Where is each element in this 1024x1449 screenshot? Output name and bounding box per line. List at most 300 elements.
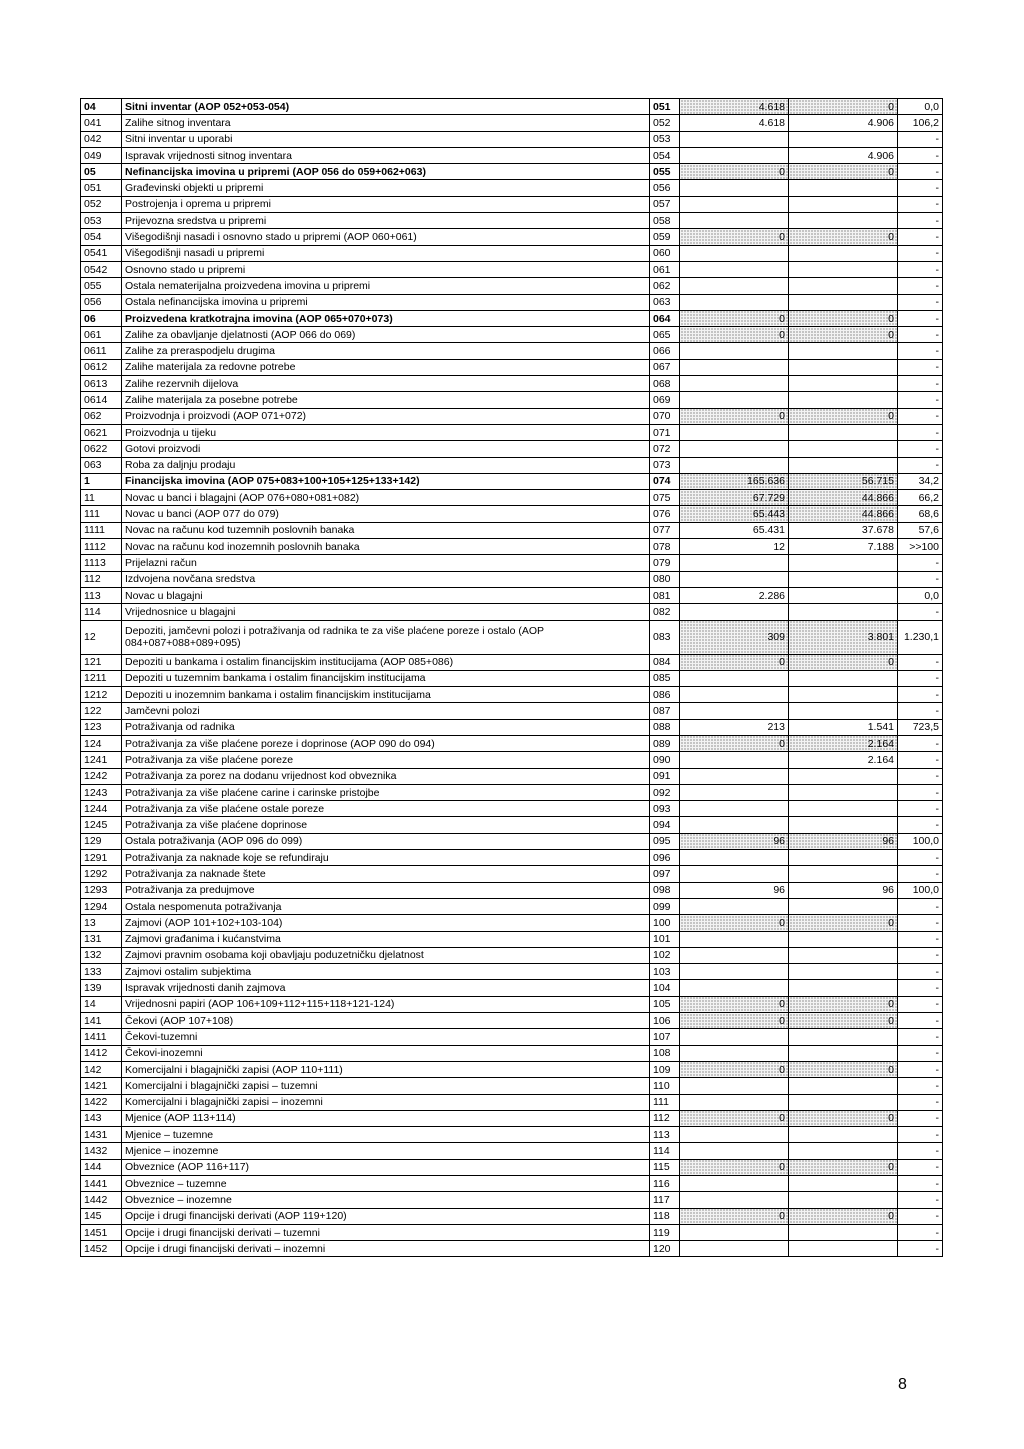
table-row <box>81 539 943 555</box>
table-row <box>81 833 943 849</box>
current-year-value-cell: 0 <box>789 996 898 1012</box>
table-row <box>81 604 943 620</box>
previous-year-value-cell <box>680 670 789 686</box>
table-row <box>81 1061 943 1077</box>
table-row <box>81 99 943 115</box>
account-description-cell: Zajmovi građanima i kućanstvima <box>122 931 650 947</box>
account-code-cell: 1242 <box>81 768 122 784</box>
index-cell: - <box>898 180 943 196</box>
index-cell: - <box>898 1241 943 1257</box>
table-row <box>81 164 943 180</box>
index-cell: - <box>898 392 943 408</box>
account-description-cell: Sitni inventar u uporabi <box>122 131 650 147</box>
previous-year-value-cell <box>680 768 789 784</box>
previous-year-value-cell <box>680 964 789 980</box>
current-year-value-cell: 1.541 <box>789 719 898 735</box>
table-row <box>81 392 943 408</box>
table-row <box>81 408 943 424</box>
account-code-cell: 11 <box>81 490 122 506</box>
table-row <box>81 931 943 947</box>
account-description-cell: Financijska imovina (AOP 075+083+100+105+125+133+142) <box>122 473 650 489</box>
current-year-value-cell <box>789 424 898 440</box>
table-row <box>81 1159 943 1175</box>
current-year-value-cell <box>789 571 898 587</box>
table-row <box>81 555 943 571</box>
account-description-cell: Višegodišnji nasadi i osnovno stado u pripremi (AOP 060+061) <box>122 229 650 245</box>
aop-code-cell: 086 <box>650 687 680 703</box>
aop-code-cell: 067 <box>650 359 680 375</box>
account-code-cell: 0614 <box>81 392 122 408</box>
balance-sheet-body <box>81 99 943 1257</box>
table-row <box>81 898 943 914</box>
aop-code-cell: 069 <box>650 392 680 408</box>
aop-code-cell: 091 <box>650 768 680 784</box>
current-year-value-cell <box>789 180 898 196</box>
index-cell: - <box>898 654 943 670</box>
current-year-value-cell: 4.906 <box>789 147 898 163</box>
account-description-cell: Potraživanja za više plaćene carine i carinske pristojbe <box>122 784 650 800</box>
index-cell: - <box>898 327 943 343</box>
account-description-cell: Zalihe materijala za posebne potrebe <box>122 392 650 408</box>
account-description-cell: Novac na računu kod inozemnih poslovnih banaka <box>122 539 650 555</box>
previous-year-value-cell <box>680 1241 789 1257</box>
index-cell: 723,5 <box>898 719 943 735</box>
previous-year-value-cell <box>680 196 789 212</box>
previous-year-value-cell: 4.618 <box>680 99 789 115</box>
aop-code-cell: 073 <box>650 457 680 473</box>
account-description-cell: Ostala potraživanja (AOP 096 do 099) <box>122 833 650 849</box>
aop-code-cell: 053 <box>650 131 680 147</box>
index-cell: - <box>898 1045 943 1061</box>
index-cell: - <box>898 735 943 751</box>
index-cell: - <box>898 1224 943 1240</box>
index-cell: - <box>898 947 943 963</box>
account-description-cell: Novac na računu kod tuzemnih poslovnih banaka <box>122 522 650 538</box>
table-row <box>81 882 943 898</box>
aop-code-cell: 052 <box>650 115 680 131</box>
aop-code-cell: 062 <box>650 278 680 294</box>
previous-year-value-cell <box>680 1127 789 1143</box>
table-row <box>81 1045 943 1061</box>
table-row <box>81 490 943 506</box>
previous-year-value-cell <box>680 343 789 359</box>
page-number: 8 <box>898 1376 907 1393</box>
account-code-cell: 1112 <box>81 539 122 555</box>
aop-code-cell: 105 <box>650 996 680 1012</box>
aop-code-cell: 082 <box>650 604 680 620</box>
current-year-value-cell <box>789 670 898 686</box>
current-year-value-cell <box>789 1224 898 1240</box>
aop-code-cell: 094 <box>650 817 680 833</box>
previous-year-value-cell <box>680 1192 789 1208</box>
account-description-cell: Komercijalni i blagajnički zapisi – tuzemni <box>122 1078 650 1094</box>
account-code-cell: 0542 <box>81 261 122 277</box>
aop-code-cell: 070 <box>650 408 680 424</box>
table-row <box>81 1143 943 1159</box>
aop-code-cell: 068 <box>650 376 680 392</box>
current-year-value-cell: 0 <box>789 1013 898 1029</box>
previous-year-value-cell: 0 <box>680 735 789 751</box>
previous-year-value-cell: 0 <box>680 1061 789 1077</box>
account-code-cell: 056 <box>81 294 122 310</box>
previous-year-value-cell <box>680 392 789 408</box>
current-year-value-cell <box>789 278 898 294</box>
index-cell: - <box>898 1143 943 1159</box>
previous-year-value-cell <box>680 947 789 963</box>
account-description-cell: Zalihe materijala za redovne potrebe <box>122 359 650 375</box>
account-code-cell: 1451 <box>81 1224 122 1240</box>
current-year-value-cell <box>789 343 898 359</box>
aop-code-cell: 093 <box>650 801 680 817</box>
account-description-cell: Čekovi (AOP 107+108) <box>122 1013 650 1029</box>
previous-year-value-cell <box>680 898 789 914</box>
current-year-value-cell <box>789 931 898 947</box>
aop-code-cell: 055 <box>650 164 680 180</box>
current-year-value-cell <box>789 261 898 277</box>
aop-code-cell: 059 <box>650 229 680 245</box>
previous-year-value-cell: 96 <box>680 882 789 898</box>
table-row <box>81 996 943 1012</box>
account-code-cell: 129 <box>81 833 122 849</box>
table-row <box>81 196 943 212</box>
index-cell: >>100 <box>898 539 943 555</box>
current-year-value-cell <box>789 294 898 310</box>
previous-year-value-cell <box>680 441 789 457</box>
account-description-cell: Jamčevni polozi <box>122 703 650 719</box>
previous-year-value-cell <box>680 1094 789 1110</box>
aop-code-cell: 106 <box>650 1013 680 1029</box>
table-row <box>81 784 943 800</box>
index-cell: - <box>898 424 943 440</box>
previous-year-value-cell <box>680 180 789 196</box>
aop-code-cell: 083 <box>650 620 680 654</box>
previous-year-value-cell <box>680 359 789 375</box>
aop-code-cell: 065 <box>650 327 680 343</box>
index-cell: - <box>898 131 943 147</box>
table-row <box>81 947 943 963</box>
account-code-cell: 041 <box>81 115 122 131</box>
aop-code-cell: 114 <box>650 1143 680 1159</box>
aop-code-cell: 095 <box>650 833 680 849</box>
account-description-cell: Depoziti u tuzemnim bankama i ostalim financijskim institucijama <box>122 670 650 686</box>
account-description-cell: Zajmovi pravnim osobama koji obavljaju poduzetničku djelatnost <box>122 947 650 963</box>
table-row <box>81 964 943 980</box>
account-description-cell: Potraživanja od radnika <box>122 719 650 735</box>
previous-year-value-cell <box>680 801 789 817</box>
previous-year-value-cell <box>680 980 789 996</box>
previous-year-value-cell: 0 <box>680 408 789 424</box>
table-row <box>81 817 943 833</box>
account-description-cell: Roba za daljnju prodaju <box>122 457 650 473</box>
account-description-cell: Mjenice – inozemne <box>122 1143 650 1159</box>
table-row <box>81 261 943 277</box>
account-description-cell: Zajmovi ostalim subjektima <box>122 964 650 980</box>
current-year-value-cell <box>789 1029 898 1045</box>
account-description-cell: Proizvodnja u tijeku <box>122 424 650 440</box>
account-description-cell: Mjenice (AOP 113+114) <box>122 1110 650 1126</box>
table-row <box>81 131 943 147</box>
account-code-cell: 0612 <box>81 359 122 375</box>
current-year-value-cell: 44.866 <box>789 490 898 506</box>
table-row <box>81 1176 943 1192</box>
account-code-cell: 06 <box>81 310 122 326</box>
current-year-value-cell <box>789 196 898 212</box>
account-code-cell: 1291 <box>81 850 122 866</box>
account-code-cell: 0611 <box>81 343 122 359</box>
account-code-cell: 1111 <box>81 522 122 538</box>
table-row <box>81 654 943 670</box>
previous-year-value-cell: 0 <box>680 1159 789 1175</box>
index-cell: - <box>898 1094 943 1110</box>
account-description-cell: Prijelazni račun <box>122 555 650 571</box>
index-cell: - <box>898 784 943 800</box>
account-code-cell: 0622 <box>81 441 122 457</box>
index-cell: - <box>898 980 943 996</box>
previous-year-value-cell: 4.618 <box>680 115 789 131</box>
account-description-cell: Višegodišnji nasadi u pripremi <box>122 245 650 261</box>
previous-year-value-cell <box>680 424 789 440</box>
index-cell: - <box>898 1208 943 1224</box>
current-year-value-cell: 0 <box>789 164 898 180</box>
current-year-value-cell <box>789 866 898 882</box>
aop-code-cell: 110 <box>650 1078 680 1094</box>
index-cell: - <box>898 376 943 392</box>
current-year-value-cell <box>789 964 898 980</box>
account-code-cell: 0613 <box>81 376 122 392</box>
index-cell: - <box>898 310 943 326</box>
index-cell: 0,0 <box>898 587 943 603</box>
index-cell: - <box>898 571 943 587</box>
table-row <box>81 115 943 131</box>
account-description-cell: Obveznice – inozemne <box>122 1192 650 1208</box>
previous-year-value-cell <box>680 1176 789 1192</box>
table-row <box>81 343 943 359</box>
account-code-cell: 1212 <box>81 687 122 703</box>
index-cell: - <box>898 768 943 784</box>
current-year-value-cell: 0 <box>789 1208 898 1224</box>
table-row <box>81 506 943 522</box>
index-cell: - <box>898 164 943 180</box>
account-description-cell: Novac u banci i blagajni (AOP 076+080+081+082) <box>122 490 650 506</box>
current-year-value-cell: 0 <box>789 654 898 670</box>
index-cell: - <box>898 343 943 359</box>
account-description-cell: Depoziti, jamčevni polozi i potraživanja od radnika te za više plaćene poreze i ostalo (AOP 084+087+088+089+095) <box>122 620 650 654</box>
account-code-cell: 1211 <box>81 670 122 686</box>
account-code-cell: 132 <box>81 947 122 963</box>
current-year-value-cell <box>789 1078 898 1094</box>
current-year-value-cell: 0 <box>789 310 898 326</box>
account-code-cell: 143 <box>81 1110 122 1126</box>
account-code-cell: 1245 <box>81 817 122 833</box>
account-description-cell: Zajmovi (AOP 101+102+103-104) <box>122 915 650 931</box>
current-year-value-cell: 0 <box>789 99 898 115</box>
aop-code-cell: 113 <box>650 1127 680 1143</box>
account-code-cell: 111 <box>81 506 122 522</box>
index-cell: 34,2 <box>898 473 943 489</box>
index-cell: - <box>898 1110 943 1126</box>
index-cell: - <box>898 817 943 833</box>
current-year-value-cell <box>789 687 898 703</box>
current-year-value-cell: 4.906 <box>789 115 898 131</box>
aop-code-cell: 075 <box>650 490 680 506</box>
current-year-value-cell <box>789 392 898 408</box>
account-code-cell: 1293 <box>81 882 122 898</box>
aop-code-cell: 066 <box>650 343 680 359</box>
previous-year-value-cell: 0 <box>680 327 789 343</box>
aop-code-cell: 118 <box>650 1208 680 1224</box>
table-row <box>81 1029 943 1045</box>
previous-year-value-cell: 65.431 <box>680 522 789 538</box>
account-description-cell: Zalihe za obavljanje djelatnosti (AOP 066 do 069) <box>122 327 650 343</box>
index-cell: - <box>898 359 943 375</box>
account-description-cell: Zalihe sitnog inventara <box>122 115 650 131</box>
account-description-cell: Novac u banci (AOP 077 do 079) <box>122 506 650 522</box>
aop-code-cell: 051 <box>650 99 680 115</box>
current-year-value-cell <box>789 213 898 229</box>
index-cell: - <box>898 915 943 931</box>
current-year-value-cell: 0 <box>789 1159 898 1175</box>
aop-code-cell: 074 <box>650 473 680 489</box>
account-code-cell: 145 <box>81 1208 122 1224</box>
account-code-cell: 131 <box>81 931 122 947</box>
aop-code-cell: 117 <box>650 1192 680 1208</box>
previous-year-value-cell <box>680 604 789 620</box>
account-code-cell: 13 <box>81 915 122 931</box>
previous-year-value-cell <box>680 1078 789 1094</box>
account-description-cell: Vrijednosnice u blagajni <box>122 604 650 620</box>
index-cell: 100,0 <box>898 833 943 849</box>
aop-code-cell: 084 <box>650 654 680 670</box>
current-year-value-cell <box>789 131 898 147</box>
account-code-cell: 142 <box>81 1061 122 1077</box>
table-row <box>81 147 943 163</box>
account-code-cell: 139 <box>81 980 122 996</box>
aop-code-cell: 120 <box>650 1241 680 1257</box>
table-row <box>81 719 943 735</box>
current-year-value-cell <box>789 1143 898 1159</box>
account-code-cell: 1 <box>81 473 122 489</box>
index-cell: - <box>898 278 943 294</box>
table-row <box>81 1094 943 1110</box>
previous-year-value-cell: 96 <box>680 833 789 849</box>
previous-year-value-cell <box>680 866 789 882</box>
account-description-cell: Prijevozna sredstva u pripremi <box>122 213 650 229</box>
index-cell: - <box>898 670 943 686</box>
account-description-cell: Potraživanja za više plaćene doprinose <box>122 817 650 833</box>
aop-code-cell: 054 <box>650 147 680 163</box>
previous-year-value-cell: 2.286 <box>680 587 789 603</box>
index-cell: - <box>898 457 943 473</box>
previous-year-value-cell: 67.729 <box>680 490 789 506</box>
aop-code-cell: 097 <box>650 866 680 882</box>
aop-code-cell: 116 <box>650 1176 680 1192</box>
current-year-value-cell <box>789 555 898 571</box>
table-row <box>81 670 943 686</box>
table-row <box>81 687 943 703</box>
account-description-cell: Potraživanja za porez na dodanu vrijednost kod obveznika <box>122 768 650 784</box>
previous-year-value-cell <box>680 850 789 866</box>
table-row <box>81 473 943 489</box>
current-year-value-cell: 96 <box>789 882 898 898</box>
current-year-value-cell: 0 <box>789 915 898 931</box>
aop-code-cell: 096 <box>650 850 680 866</box>
previous-year-value-cell <box>680 278 789 294</box>
account-code-cell: 14 <box>81 996 122 1012</box>
aop-code-cell: 115 <box>650 1159 680 1175</box>
account-code-cell: 051 <box>81 180 122 196</box>
account-description-cell: Obveznice – tuzemne <box>122 1176 650 1192</box>
account-code-cell: 04 <box>81 99 122 115</box>
previous-year-value-cell: 0 <box>680 1110 789 1126</box>
account-description-cell: Depoziti u inozemnim bankama i ostalim financijskim institucijama <box>122 687 650 703</box>
previous-year-value-cell <box>680 245 789 261</box>
aop-code-cell: 080 <box>650 571 680 587</box>
account-description-cell: Nefinancijska imovina u pripremi (AOP 056 do 059+062+063) <box>122 164 650 180</box>
account-description-cell: Depoziti u bankama i ostalim financijskim institucijama (AOP 085+086) <box>122 654 650 670</box>
account-code-cell: 05 <box>81 164 122 180</box>
table-row <box>81 1192 943 1208</box>
account-description-cell: Opcije i drugi financijski derivati – tuzemni <box>122 1224 650 1240</box>
previous-year-value-cell <box>680 752 789 768</box>
current-year-value-cell <box>789 441 898 457</box>
current-year-value-cell: 0 <box>789 1110 898 1126</box>
previous-year-value-cell: 0 <box>680 915 789 931</box>
index-cell: - <box>898 752 943 768</box>
table-row <box>81 735 943 751</box>
previous-year-value-cell: 0 <box>680 310 789 326</box>
account-description-cell: Proizvedena kratkotrajna imovina (AOP 065+070+073) <box>122 310 650 326</box>
account-description-cell: Proizvodnja i proizvodi (AOP 071+072) <box>122 408 650 424</box>
table-row <box>81 620 943 654</box>
account-description-cell: Komercijalni i blagajnički zapisi – inozemni <box>122 1094 650 1110</box>
index-cell: - <box>898 294 943 310</box>
current-year-value-cell <box>789 1094 898 1110</box>
previous-year-value-cell <box>680 1224 789 1240</box>
aop-code-cell: 102 <box>650 947 680 963</box>
table-row <box>81 441 943 457</box>
account-description-cell: Ispravak vrijednosti danih zajmova <box>122 980 650 996</box>
table-row <box>81 376 943 392</box>
account-code-cell: 049 <box>81 147 122 163</box>
current-year-value-cell: 0 <box>789 408 898 424</box>
account-code-cell: 1113 <box>81 555 122 571</box>
table-row <box>81 310 943 326</box>
current-year-value-cell <box>789 947 898 963</box>
previous-year-value-cell <box>680 571 789 587</box>
index-cell: - <box>898 996 943 1012</box>
current-year-value-cell: 0 <box>789 229 898 245</box>
account-code-cell: 1243 <box>81 784 122 800</box>
index-cell: 66,2 <box>898 490 943 506</box>
account-description-cell: Ispravak vrijednosti sitnog inventara <box>122 147 650 163</box>
index-cell: - <box>898 555 943 571</box>
account-description-cell: Ostala nespomenuta potraživanja <box>122 898 650 914</box>
table-row <box>81 522 943 538</box>
index-cell: - <box>898 1013 943 1029</box>
index-cell: 68,6 <box>898 506 943 522</box>
aop-code-cell: 058 <box>650 213 680 229</box>
account-description-cell: Čekovi-inozemni <box>122 1045 650 1061</box>
account-code-cell: 053 <box>81 213 122 229</box>
account-code-cell: 1294 <box>81 898 122 914</box>
account-code-cell: 1452 <box>81 1241 122 1257</box>
aop-code-cell: 072 <box>650 441 680 457</box>
table-row <box>81 245 943 261</box>
account-description-cell: Ostala nefinancijska imovina u pripremi <box>122 294 650 310</box>
account-code-cell: 062 <box>81 408 122 424</box>
previous-year-value-cell <box>680 213 789 229</box>
aop-code-cell: 081 <box>650 587 680 603</box>
